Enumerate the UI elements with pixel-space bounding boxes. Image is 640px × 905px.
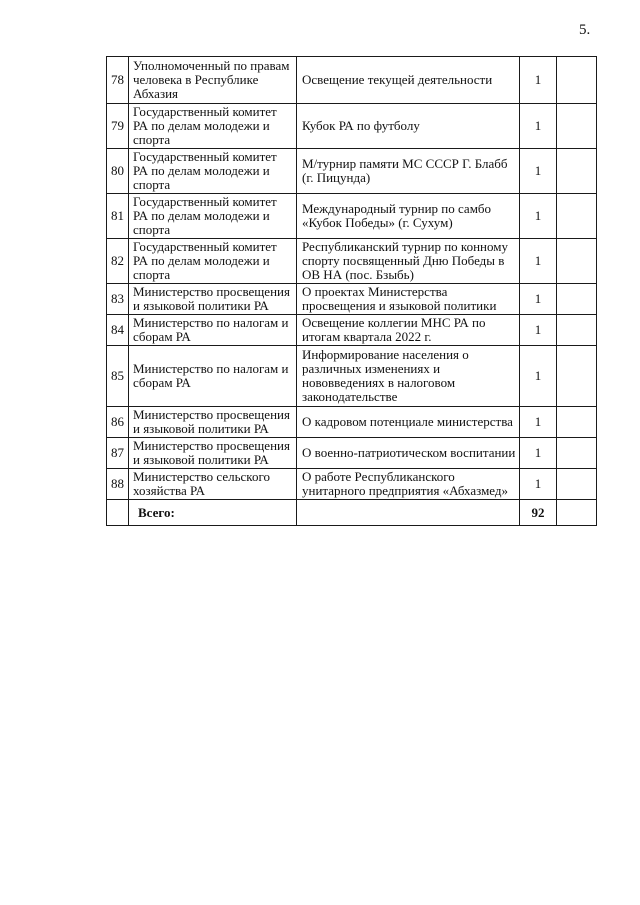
organization-cell: Государственный комитет РА по делам молодежи и спорта	[129, 194, 297, 239]
row-number: 87	[107, 438, 129, 469]
row-number: 81	[107, 194, 129, 239]
count-cell: 1	[520, 315, 557, 346]
count-cell: 1	[520, 194, 557, 239]
table-row	[107, 194, 597, 239]
extra-cell	[557, 104, 597, 149]
topic-cell: Освещение коллегии МНС РА по итогам квартала 2022 г.	[297, 315, 520, 346]
table-row	[107, 104, 597, 149]
total-row	[107, 500, 597, 526]
extra-cell	[557, 469, 597, 500]
organization-cell: Министерство сельского хозяйства РА	[129, 469, 297, 500]
extra-cell	[557, 346, 597, 407]
organization-cell: Министерство по налогам и сборам РА	[129, 315, 297, 346]
total-count: 92	[520, 500, 557, 526]
topic-cell: О кадровом потенциале министерства	[297, 407, 520, 438]
topic-cell: Информирование населения о различных изменениях и нововведениях в налоговом законодательстве	[297, 346, 520, 407]
organization-cell: Министерство просвещения и языковой политики РА	[129, 407, 297, 438]
total-extra-cell	[557, 500, 597, 526]
extra-cell	[557, 194, 597, 239]
row-number: 83	[107, 284, 129, 315]
organization-cell: Министерство просвещения и языковой политики РА	[129, 284, 297, 315]
count-cell: 1	[520, 57, 557, 104]
extra-cell	[557, 284, 597, 315]
total-desc-cell	[297, 500, 520, 526]
row-number: 88	[107, 469, 129, 500]
organization-cell: Государственный комитет РА по делам молодежи и спорта	[129, 149, 297, 194]
extra-cell	[557, 438, 597, 469]
table-row	[107, 346, 597, 407]
count-cell: 1	[520, 438, 557, 469]
media-plan-table	[106, 56, 597, 526]
table-row	[107, 149, 597, 194]
topic-cell: О проектах Министерства просвещения и языковой политики	[297, 284, 520, 315]
organization-cell: Государственный комитет РА по делам молодежи и спорта	[129, 239, 297, 284]
extra-cell	[557, 315, 597, 346]
row-number: 79	[107, 104, 129, 149]
organization-cell: Министерство просвещения и языковой политики РА	[129, 438, 297, 469]
organization-cell: Министерство по налогам и сборам РА	[129, 346, 297, 407]
total-num-cell	[107, 500, 129, 526]
topic-cell: М/турнир памяти МС СССР Г. Блабб (г. Пицунда)	[297, 149, 520, 194]
count-cell: 1	[520, 239, 557, 284]
extra-cell	[557, 407, 597, 438]
count-cell: 1	[520, 104, 557, 149]
table-row	[107, 407, 597, 438]
topic-cell: Кубок РА по футболу	[297, 104, 520, 149]
row-number: 85	[107, 346, 129, 407]
row-number: 78	[107, 57, 129, 104]
table-row	[107, 239, 597, 284]
table-row	[107, 438, 597, 469]
topic-cell: О работе Республиканского унитарного предприятия «Абхазмед»	[297, 469, 520, 500]
table-body	[107, 57, 597, 526]
topic-cell: О военно-патриотическом воспитании	[297, 438, 520, 469]
count-cell: 1	[520, 469, 557, 500]
count-cell: 1	[520, 284, 557, 315]
count-cell: 1	[520, 346, 557, 407]
count-cell: 1	[520, 407, 557, 438]
table-row	[107, 469, 597, 500]
table-row	[107, 57, 597, 104]
table-row	[107, 315, 597, 346]
extra-cell	[557, 239, 597, 284]
total-label: Всего:	[129, 500, 297, 526]
extra-cell	[557, 149, 597, 194]
table-row	[107, 284, 597, 315]
row-number: 86	[107, 407, 129, 438]
topic-cell: Международный турнир по самбо «Кубок Победы» (г. Сухум)	[297, 194, 520, 239]
count-cell: 1	[520, 149, 557, 194]
row-number: 80	[107, 149, 129, 194]
row-number: 84	[107, 315, 129, 346]
organization-cell: Государственный комитет РА по делам молодежи и спорта	[129, 104, 297, 149]
extra-cell	[557, 57, 597, 104]
row-number: 82	[107, 239, 129, 284]
organization-cell: Уполномоченный по правам человека в Республике Абхазия	[129, 57, 297, 104]
topic-cell: Республиканский турнир по конному спорту посвященный Дню Победы в ОВ НА (пос. Бзыбь)	[297, 239, 520, 284]
topic-cell: Освещение текущей деятельности	[297, 57, 520, 104]
page-number: 5.	[579, 22, 591, 38]
